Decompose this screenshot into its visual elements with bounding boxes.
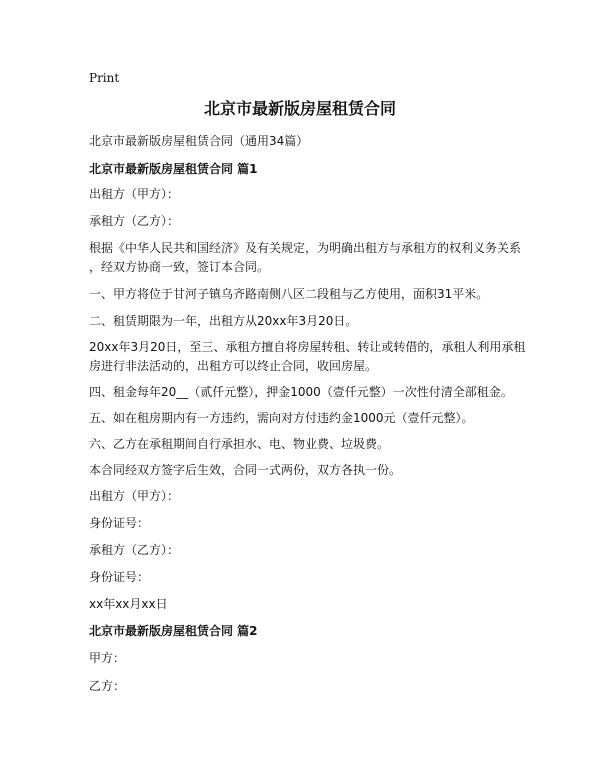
- section2-heading: 北京市最新版房屋租赁合同 篇2: [89, 624, 258, 638]
- intro-line-2: ，经双方协商一致，签订本合同。: [89, 260, 270, 274]
- sign-date: xx年xx月xx日: [89, 597, 168, 611]
- intro-line-1: 根据《中华人民共和国经济》及有关规定，为明确出租方与承租方的权利义务关系: [89, 241, 522, 255]
- id-lessor: 身份证号：: [89, 516, 150, 530]
- clause-6: 六、乙方在承租期间自行承担水、电、物业费、垃圾费。: [89, 437, 390, 451]
- effect-clause: 本合同经双方签字后生效，合同一式两份，双方各执一份。: [89, 463, 402, 477]
- document-title: 北京市最新版房屋租赁合同: [203, 99, 396, 118]
- clause-2: 二、租赁期限为一年，出租方从20xx年3月20日。: [89, 314, 358, 328]
- clause-5: 五、如在租房期内有一方违约，需向对方付违约金1000元（壹仟元整）。: [89, 411, 474, 425]
- party-a-label: 甲方：: [89, 651, 126, 665]
- party-b-label: 乙方：: [89, 679, 126, 693]
- sign-lessor: 出租方（甲方）：: [89, 489, 180, 503]
- clause-3-line-2: 房进行非法活动的，出租方可以终止合同，收回房屋。: [89, 359, 378, 373]
- document-subtitle: 北京市最新版房屋租赁合同（通用34篇）: [89, 134, 309, 148]
- section1-heading: 北京市最新版房屋租赁合同 篇1: [89, 162, 258, 176]
- lessee-label: 承租方（乙方）：: [89, 214, 180, 228]
- clause-1: 一、甲方将位于甘河子镇乌齐路南侧八区二段租与乙方使用，面积31平米。: [89, 287, 489, 301]
- id-lessee: 身份证号：: [89, 570, 150, 584]
- clause-4: 四、租金每年20__（贰仟元整），押金1000（壹仟元整）一次性付清全部租金。: [89, 385, 513, 399]
- clause-3-line-1: 20xx年3月20日，至三、承租方擅自将房屋转租、转让或转借的，承租人利用承租: [89, 340, 526, 354]
- sign-lessee: 承租方（乙方）：: [89, 543, 180, 557]
- lessor-label: 出租方（甲方）：: [89, 187, 180, 201]
- print-link[interactable]: Print: [89, 71, 120, 85]
